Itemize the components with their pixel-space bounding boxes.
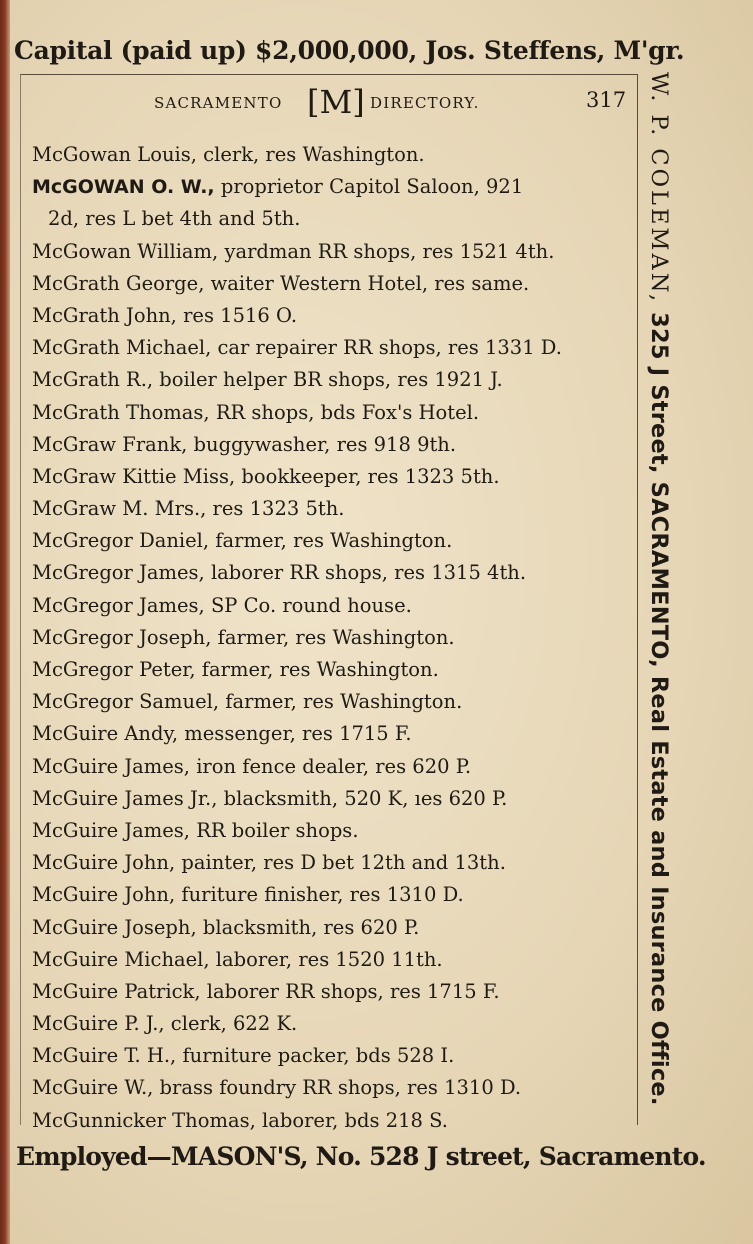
entry-details: messenger, res 1715 F. [178,722,412,746]
entry-details: furiture finisher, res 1310 D. [175,883,464,907]
entry-details: res 1516 O. [176,303,298,327]
directory-entry [32,622,632,654]
entry-details: brass foundry RR shops, res 1310 D. [153,1076,522,1100]
entry-name: McGuire Andy, [32,722,179,746]
entry-details: proprietor Capitol Saloon, 921 [214,175,524,199]
entry-details: boiler helper BR shops, res 1921 J. [153,368,503,392]
entry-name: McGrath George, [32,271,205,295]
entry-details: RR boiler shops. [190,818,359,842]
directory-entry [32,686,632,718]
entry-name: McGuire W., [32,1076,154,1100]
header-city: SACRAMENTO [154,94,283,112]
directory-entry [32,1072,632,1104]
directory-entry [32,139,632,171]
directory-entry [32,493,632,525]
entry-details: painter, res D bet 12th and 13th. [175,851,506,875]
entry-name: McGregor James, [32,561,205,585]
directory-entry [32,847,632,879]
entry-details: yardman RR shops, res 1521 4th. [218,239,555,263]
directory-entry [32,300,632,332]
entry-name: McGOWAN O. W., [32,176,215,199]
entry-details: laborer RR shops, res 1715 F. [200,979,500,1003]
entry-name: McGregor Daniel, [32,529,210,553]
entry-name: McGuire John, [32,851,176,875]
entry-name: McGuire James, [32,818,190,842]
directory-entry [32,268,632,300]
directory-entry [32,1008,632,1040]
directory-entry [32,236,632,268]
directory-entry [32,461,632,493]
entry-name: McGuire Patrick, [32,979,201,1003]
directory-entry [32,590,632,622]
directory-entry [32,429,632,461]
directory-entry [32,976,632,1008]
directory-entry [32,364,632,396]
directory-entry [32,751,632,783]
entry-name: McGuire P. J., [32,1012,165,1036]
entry-name: McGrath R., [32,368,154,392]
header-section-letter: [M] [307,83,365,121]
entry-details: blacksmith, res 620 P. [196,915,420,939]
directory-entry [32,557,632,589]
entry-name: McGregor Joseph, [32,625,212,649]
entry-name: McGuire James Jr., [32,786,218,810]
entry-name: McGunnicker Thomas, [32,1108,256,1132]
directory-entry [32,815,632,847]
entry-name: McGuire James, [32,754,190,778]
entry-details: waiter Western Hotel, res same. [204,271,530,295]
entry-name: McGregor Peter, [32,658,196,681]
directory-entry [32,1105,632,1137]
entry-name: McGuire Michael, [32,947,210,971]
entry-name: McGraw Kittie Miss, [32,464,236,488]
entry-details: laborer RR shops, res 1315 4th. [204,561,527,585]
directory-entry [32,1040,632,1072]
entry-details: farmer, res Washington. [219,690,463,714]
entry-name: McGowan William, [32,239,219,263]
top-advertisement: Capital (paid up) $2,000,000, Jos. Steffens, M'gr. [14,36,685,65]
running-header [20,83,636,122]
entry-name: McGowan Louis, [32,143,197,166]
entry-details: blacksmith, 520 K, ıes 620 P. [217,786,508,810]
entry-details: laborer, res 1520 11th. [209,947,443,971]
directory-entry-continuation [32,203,632,235]
entry-details: SP Co. round house. [204,593,412,617]
directory-entry [32,525,632,557]
entry-details: farmer, res Washington. [209,529,453,553]
entry-name: McGrath Michael, [32,336,212,360]
entry-name: McGregor James, [32,593,205,617]
directory-entry [32,171,632,203]
directory-entry [32,397,632,429]
entry-details: RR shops, bds Fox's Hotel. [209,400,480,424]
side-ad-text: 325 J Street, SACRAMENTO, Real Estate and Insurance Office. [646,304,672,1106]
entry-name: McGrath Thomas, [32,400,210,424]
entry-name: McGregor Samuel, [32,690,220,714]
directory-entry [32,879,632,911]
entry-details: iron fence dealer, res 620 P. [190,754,472,778]
directory-entry [32,783,632,815]
entry-details: buggywasher, res 918 9th. [187,432,457,456]
entry-name: McGraw M. Mrs., [32,497,207,521]
directory-entries [32,139,632,1137]
directory-entry [32,332,632,364]
entry-name: McGuire Joseph, [32,915,197,939]
entry-details: car repairer RR shops, res 1331 D. [211,336,562,360]
entry-details: laborer, bds 218 S. [255,1108,448,1132]
entry-details: 2d, res L bet 4th and 5th. [48,207,301,231]
entry-details: farmer, res Washington. [195,658,439,681]
entry-details: farmer, res Washington. [211,625,455,649]
page-number: 317 [586,88,627,112]
bottom-advertisement: Employed—MASON'S, No. 528 J street, Sacramento. [16,1142,706,1171]
entry-details: bookkeeper, res 1323 5th. [235,464,500,488]
directory-entry [32,654,632,686]
binding-edge [0,0,10,1244]
directory-entry [32,718,632,750]
entry-details: clerk, 622 K. [164,1012,298,1036]
entry-name: McGuire John, [32,883,176,907]
entry-name: McGrath John, [32,303,177,327]
side-ad-name: W. P. COLEMAN, [646,72,672,305]
header-directory: DIRECTORY. [370,94,480,112]
entry-details: res 1323 5th. [206,497,345,521]
entry-details: furniture packer, bds 528 I. [176,1044,455,1068]
side-advertisement [632,72,672,1132]
entry-details: clerk, res Washington. [196,143,425,166]
entry-name: McGraw Frank, [32,432,188,456]
entry-name: McGuire T. H., [32,1044,177,1068]
directory-entry [32,944,632,976]
directory-entry [32,912,632,944]
